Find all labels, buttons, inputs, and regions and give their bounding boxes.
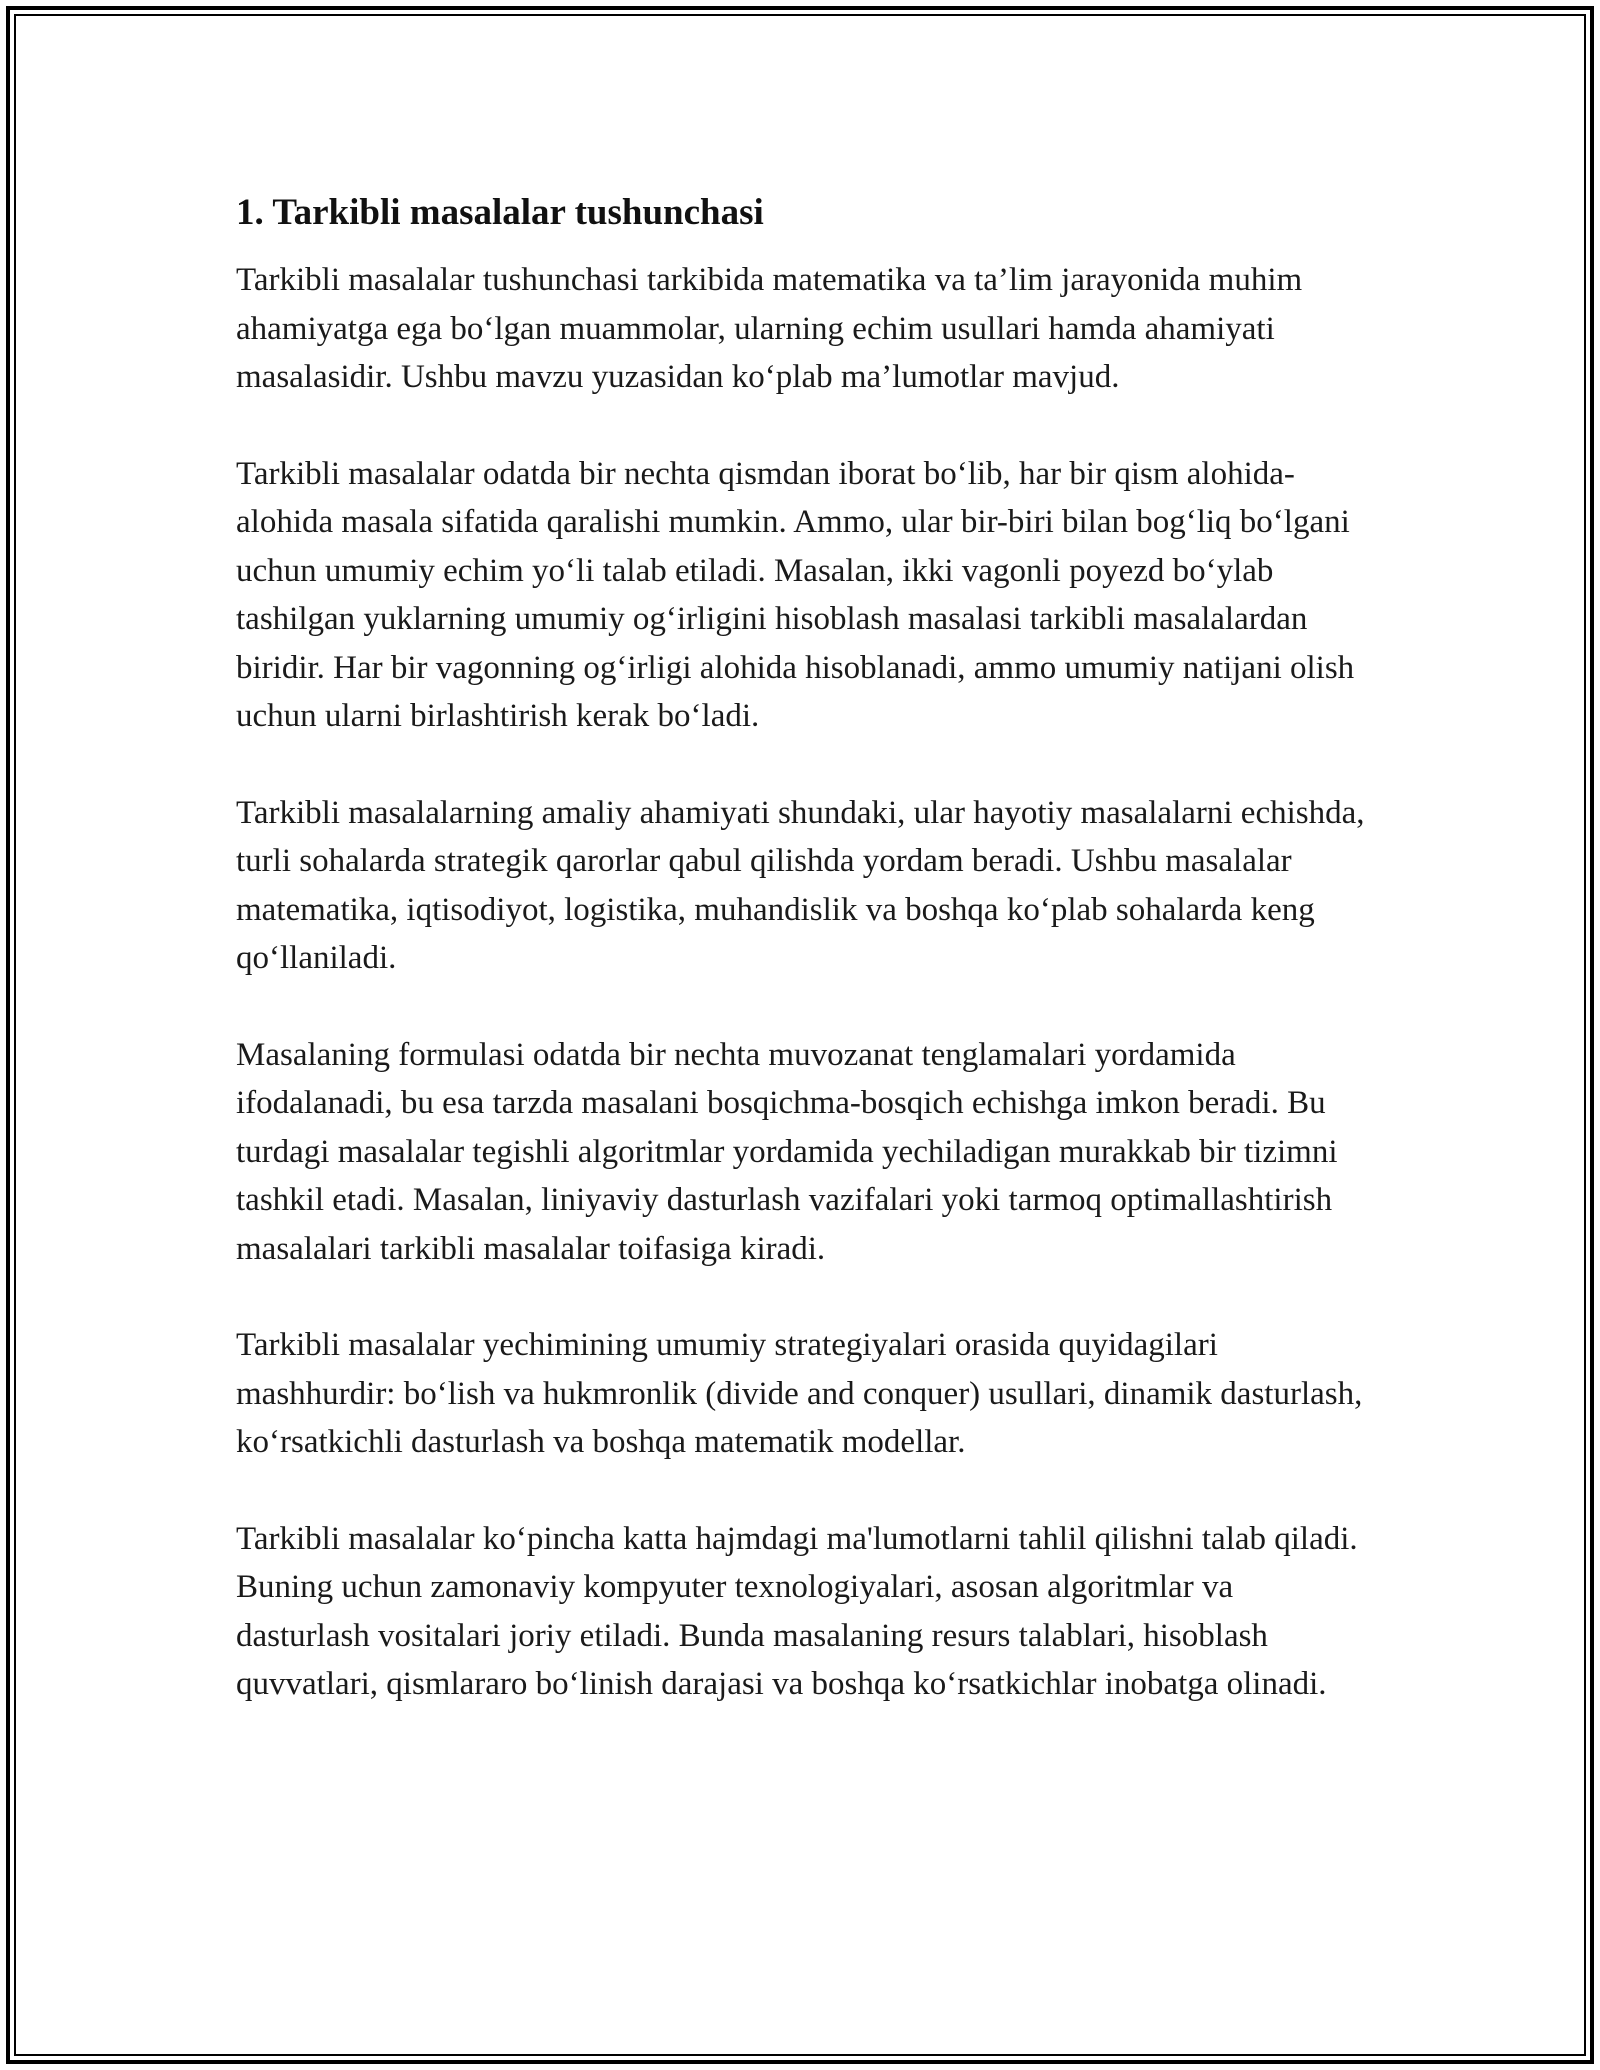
paragraph-3: Tarkibli masalalarning amaliy ahamiyati shundaki, ular hayotiy masalalarni echishda, turli sohalarda strategik qarorlar qabul qilishda yordam beradi. Ushbu masalalar matematika, iqtisodiyot, logistika, muhandislik va boshqa ko‘plab sohalarda keng qo‘llaniladi.: [236, 794, 1365, 976]
paragraph-4: Masalaning formulasi odatda bir nechta muvozanat tenglamalari yordamida ifodalanadi, bu esa tarzda masalani bosqichma-bosqich echishga imkon beradi. Bu turdagi masalalar tegishli algoritmlar yordamida yechiladigan murakkab bir tizimni tashkil etadi. Masalan, liniyaviy dasturlash vazifalari yoki tarmoq optimallashtirish masalalari tarkibli masalalar toifasiga kiradi.: [236, 1036, 1338, 1267]
document-body: [236, 186, 1366, 1709]
paragraph-6: Tarkibli masalalar ko‘pincha katta hajmdagi ma'lumotlarni tahlil qilishni talab qiladi. Buning uchun zamonaviy kompyuter texnologiyalari, asosan algoritmlar va dasturlash vositalari joriy etiladi. Bunda masalaning resurs talablari, hisoblash quvvatlari, qismlararo bo‘linish darajasi va boshqa ko‘rsatkichlar inobatga olinadi.: [236, 1520, 1358, 1702]
paragraph-2: Tarkibli masalalar odatda bir nechta qismdan iborat bo‘lib, har bir qism alohida-alohida masala sifatida qaralishi mumkin. Ammo, ular bir-biri bilan bog‘liq bo‘lgani uchun umumiy echim yo‘li talab etiladi. Masalan, ikki vagonli poyezd bo‘ylab tashilgan yuklarning umumiy og‘irligini hisoblash masalasi tarkibli masalalardan biridir. Har bir vagonning og‘irligi alohida hisoblanadi, ammo umumiy natijani olish uchun ularni birlashtirish kerak bo‘ladi.: [236, 455, 1355, 734]
section-heading: 1. Tarkibli masalalar tushunchasi: [236, 192, 764, 233]
paragraph-5: Tarkibli masalalar yechimining umumiy strategiyalari orasida quyidagilari mashhurdir: bo‘lish va hukmronlik (divide and conquer) usullari, dinamik dasturlash, ko‘rsatkichli dasturlash va boshqa matematik modellar.: [236, 1327, 1363, 1460]
paragraph-1: Tarkibli masalalar tushunchasi tarkibida matematika va ta’lim jarayonida muhim ahamiyatga ega bo‘lgan muammolar, ularning echim usullari hamda ahamiyati masalasidir. Ushbu mavzu yuzasidan ko‘plab ma’lumotlar mavjud.: [236, 262, 1303, 395]
